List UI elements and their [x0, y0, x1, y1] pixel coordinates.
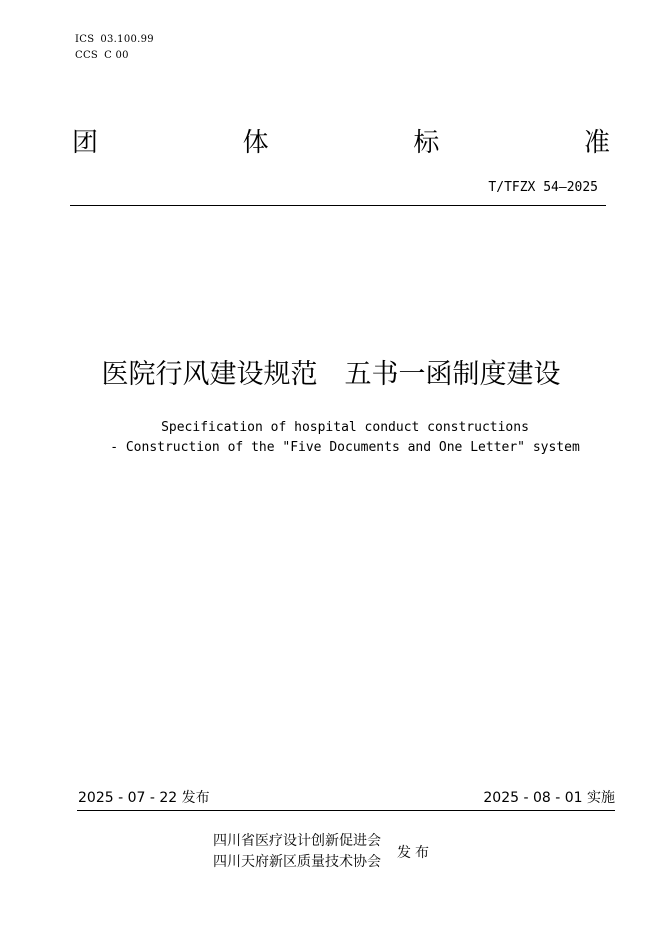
title-english [0, 418, 662, 458]
ccs-code: C 00 [104, 50, 129, 61]
standard-number: T/TFZX 54—2025 [488, 180, 598, 195]
ics-code: 03.100.99 [100, 34, 154, 45]
publish-date: 2025 - 07 - 22 发布 [78, 790, 210, 806]
title-chinese: 医院行风建设规范 五书一函制度建设 [101, 359, 561, 390]
footer-divider [77, 810, 615, 811]
issue-label: 发布 [397, 845, 433, 861]
date-row [78, 788, 615, 808]
title-english-line-1: Specification of hospital conduct constructions [161, 420, 529, 435]
classification-codes [75, 32, 154, 64]
publisher-org-1: 四川省医疗设计创新促进会 [213, 833, 381, 849]
standard-type-char: 体 [242, 128, 269, 158]
ics-row [75, 32, 154, 48]
ics-label: ICS [75, 34, 95, 45]
publisher-block [213, 831, 433, 873]
standard-type-char: 准 [583, 128, 610, 158]
publisher-orgs [213, 831, 381, 873]
ccs-label: CCS [75, 50, 99, 61]
header-divider [70, 205, 606, 206]
implement-date: 2025 - 08 - 01 实施 [483, 790, 615, 806]
ccs-row [75, 48, 154, 64]
standard-type-heading [72, 126, 610, 160]
standard-type-char: 团 [72, 128, 99, 158]
publisher-org-2: 四川天府新区质量技术协会 [213, 854, 381, 870]
standard-type-char: 标 [413, 128, 440, 158]
title-english-line-2: - Construction of the "Five Documents and One Letter" system [110, 440, 580, 455]
